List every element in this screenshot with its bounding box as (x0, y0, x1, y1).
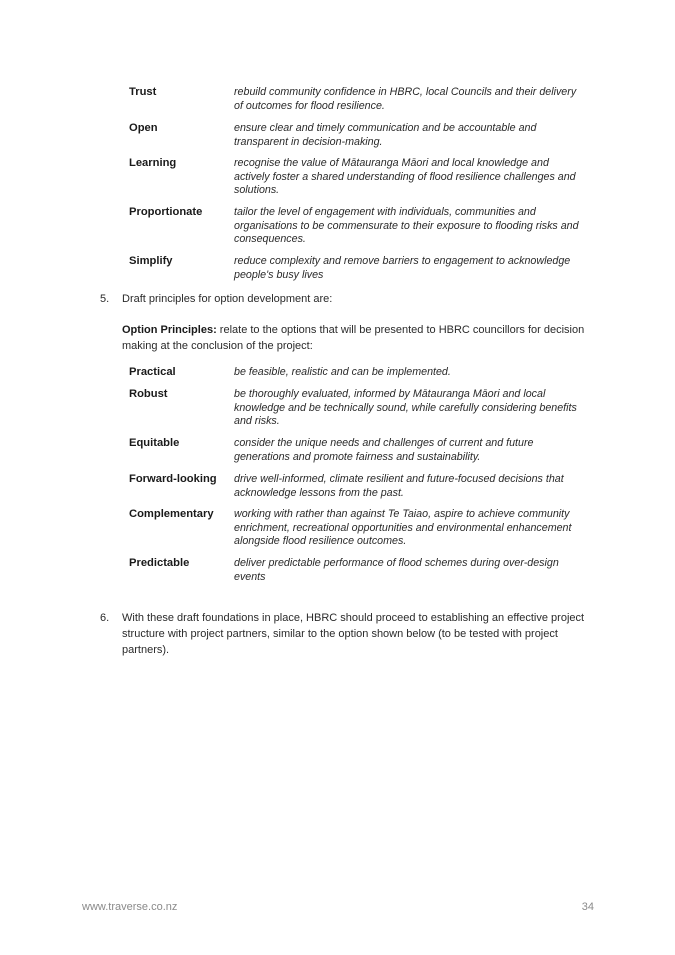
principle-row (129, 255, 579, 285)
option-principles-intro (122, 322, 592, 354)
principle-term: Trust (129, 86, 157, 98)
item-number: 5. (100, 293, 110, 305)
principle-description: deliver predictable performance of flood schemes during over-design events (234, 557, 559, 583)
item-number: 6. (100, 612, 110, 624)
principle-description: drive well-informed, climate resilient and future-focused decisions that acknowledge lessons from the past. (234, 473, 564, 499)
principle-description: recognise the value of Mātauranga Māori and local knowledge and actively foster a shared understanding of flood resilience challenges and solutions. (234, 157, 576, 197)
principle-row (129, 206, 579, 255)
engagement-principles-table (129, 86, 579, 285)
page-number: 34 (581, 901, 594, 913)
principle-description: rebuild community confidence in HBRC, local Councils and their delivery of outcomes for flood resilience. (234, 86, 577, 112)
principle-term: Proportionate (129, 206, 203, 218)
option-principles-intro-text: relate to the options that will be presented to HBRC councillors for decision making at the conclusion of the project: (122, 324, 585, 352)
principle-description: working with rather than against Te Taiao, aspire to achieve community enrichment, recreational opportunities and environmental enhancement alongside flood resilience outcomes. (234, 508, 572, 548)
numbered-item-5 (100, 291, 590, 307)
principle-term: Robust (129, 388, 168, 400)
principle-row (129, 508, 579, 557)
principle-description: reduce complexity and remove barriers to engagement to acknowledge people's busy lives (234, 255, 571, 281)
principle-term: Simplify (129, 255, 173, 267)
principle-description: ensure clear and timely communication and be accountable and transparent in decision-making. (234, 122, 537, 148)
principle-term: Forward-looking (129, 473, 217, 485)
principle-row (129, 86, 579, 122)
principle-row (129, 388, 579, 437)
principle-row (129, 122, 579, 157)
principle-row (129, 366, 579, 388)
item-text: With these draft foundations in place, HBRC should proceed to establishing an effective project structure with project partners, similar to the option shown below (to be tested with project partners). (122, 612, 585, 656)
principle-term: Complementary (129, 508, 214, 520)
principle-description: consider the unique needs and challenges of current and future generations and promote fairness and sustainability. (234, 437, 534, 463)
principle-term: Practical (129, 366, 176, 378)
option-principles-label: Option Principles: (122, 324, 217, 336)
principle-description: tailor the level of engagement with individuals, communities and organisations to be commensurate to their exposure to flooding risks and consequences. (234, 206, 579, 246)
principle-description: be thoroughly evaluated, informed by Mātauranga Māori and local knowledge and be technically sound, while carefully considering benefits and risks. (234, 388, 577, 428)
option-principles-table (129, 366, 579, 587)
principle-row (129, 437, 579, 473)
principle-description: be feasible, realistic and can be implemented. (234, 366, 451, 378)
principle-row (129, 557, 579, 587)
principle-term: Equitable (129, 437, 180, 449)
principle-row (129, 473, 579, 508)
footer-website-link[interactable]: www.traverse.co.nz (82, 901, 178, 913)
numbered-item-6 (100, 610, 590, 658)
principle-term: Predictable (129, 557, 190, 569)
item-text: Draft principles for option development are: (122, 293, 333, 305)
principle-term: Learning (129, 157, 177, 169)
principle-row (129, 157, 579, 206)
principle-term: Open (129, 122, 158, 134)
